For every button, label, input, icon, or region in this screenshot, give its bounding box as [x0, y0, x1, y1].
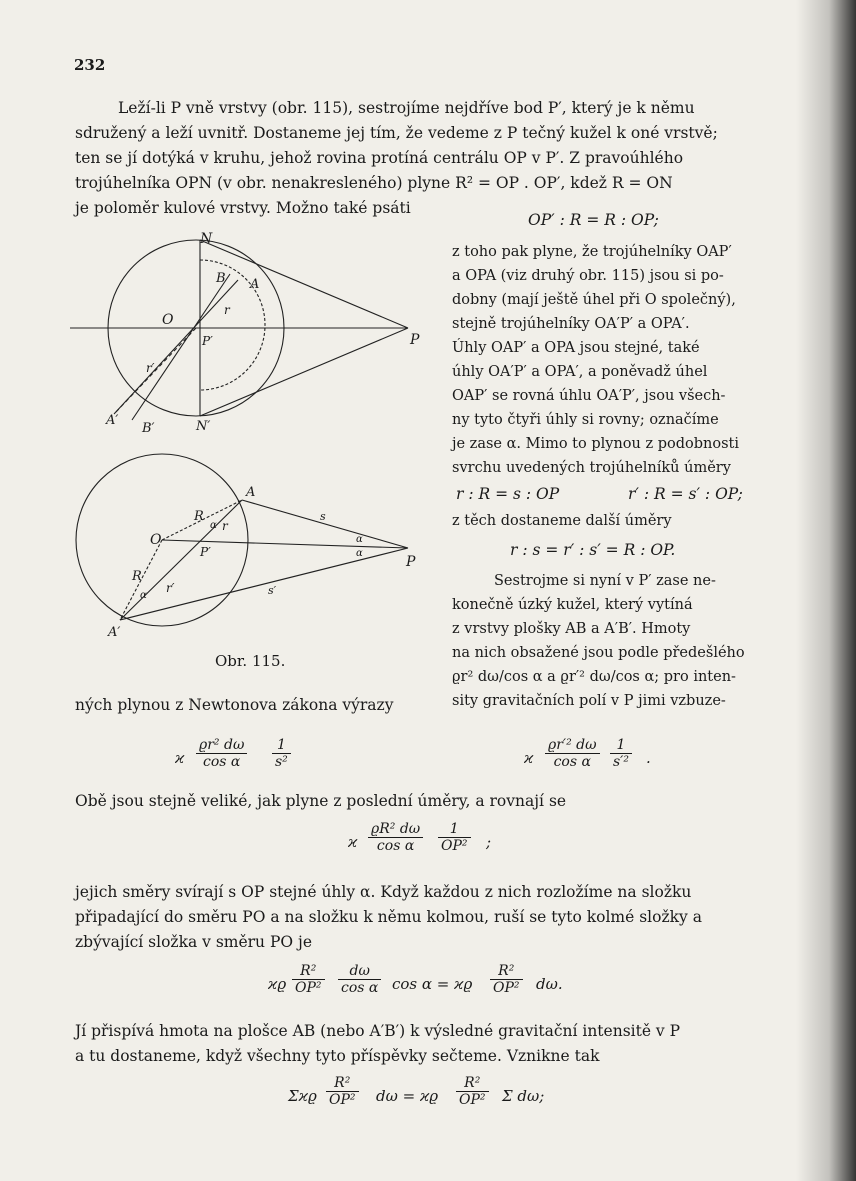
text-line: je poloměr kulové vrstvy. Možno také psáti [75, 199, 411, 217]
equation-opr: OP′ : R = R : OP; [528, 211, 659, 229]
label-alpha: α [140, 590, 147, 601]
label-p: P [410, 332, 420, 348]
fraction [292, 963, 325, 996]
text-line: ten se jí dotýká v kruhu, jehož rovina protíná centrálu OP v P′. Z pravoúhlého [75, 149, 684, 167]
fraction [326, 1075, 359, 1108]
label-b-prime: B′ [142, 421, 155, 436]
denominator: OP² [295, 980, 322, 996]
denominator: cos α [341, 980, 379, 996]
denominator: s′² [613, 754, 629, 770]
text-line: Sestrojme si nyní v P′ zase ne- [494, 573, 716, 589]
figure-115-upper [70, 230, 440, 440]
text-line: ny tyto čtyři úhly si rovny; označíme [452, 412, 719, 428]
text-line: zbývající složka v směru PO je [75, 933, 313, 951]
page-gutter-shadow [796, 0, 856, 1181]
text-line: z toho pak plyne, že trojúhelníky OAP′ [452, 244, 732, 260]
label-a: A [250, 277, 260, 292]
radius-line [114, 328, 196, 414]
label-alpha: α [356, 534, 363, 545]
numerator: 1 [438, 821, 471, 838]
text-line: trojúhelníka OPN (v obr. nenakresleného) plyne R² = OP . OP′, kdež R = ON [75, 174, 673, 192]
denominator: OP² [441, 838, 468, 854]
text-line: a tu dostaneme, když všechny tyto příspěvky sečteme. Vznikne tak [75, 1047, 600, 1065]
text-line: jejich směry svírají s OP stejné úhly α. Když každou z nich rozložíme na složku [75, 883, 692, 901]
denominator: cos α [553, 754, 591, 770]
label-r-prime: r′ [146, 361, 155, 375]
fraction [610, 737, 632, 770]
text-line: dobny (mají ještě úhel při O společný), [452, 292, 736, 308]
equation-end: Σ dω; [502, 1087, 545, 1105]
text-line: sdružený a leží uvnitř. Dostaneme jej tím, že vedeme z P tečný kužel k oné vrstvě; [75, 124, 718, 142]
figure-115-lower [70, 448, 440, 648]
text-line: z těch dostaneme další úměry [452, 513, 672, 529]
line-ap [242, 500, 408, 548]
equation-middle: cos α = ϰϱ [392, 975, 473, 993]
page-number: 232 [74, 56, 106, 74]
text-line: Obě jsou stejně veliké, jak plyne z poslední úměry, a rovnají se [75, 792, 567, 810]
text-line: OAP′ se rovná úhlu OA′P′, jsou všech- [452, 388, 726, 404]
fraction [368, 821, 423, 854]
text-line: a OPA (viz druhý obr. 115) jsou si po- [452, 268, 724, 284]
tangent-line-lower [200, 328, 408, 416]
text-line: konečně úzký kužel, který vytíná [452, 597, 693, 613]
fraction [545, 737, 600, 770]
figure-caption: Obr. 115. [215, 652, 286, 670]
numerator: R² [292, 963, 325, 980]
text-line: sity gravitačních polí v P jimi vzbuze- [452, 693, 726, 709]
text-line: na nich obsažené jsou podle předešlého [452, 645, 745, 661]
label-r-lower: R [132, 569, 142, 584]
label-r: r [222, 519, 228, 533]
tangent-line-upper [200, 240, 408, 328]
line-a-a-prime [120, 500, 242, 620]
equation-end: dω. [536, 975, 563, 993]
text-line: připadající do směru PO a na složku k němu kolmou, ruší se tyto kolmé složky a [75, 908, 702, 926]
label-n-prime: N′ [196, 419, 211, 434]
numerator: ϱR² dω [368, 821, 423, 838]
ratio-3: r : s = r′ : s′ = R : OP. [510, 541, 676, 559]
fraction [438, 821, 471, 854]
label-s-prime: s′ [268, 584, 277, 597]
line-a-prime-p [120, 548, 408, 620]
numerator: R² [326, 1075, 359, 1092]
kappa-symbol: ϰ [175, 749, 185, 767]
numerator: dω [338, 963, 381, 980]
label-o: O [150, 532, 162, 548]
text-line: svrchu uvedených trojúhelníků úměry [452, 460, 731, 476]
ratio-1: r : R = s : OP [456, 485, 560, 503]
label-r-upper: R [194, 509, 204, 524]
kappa-rho: ϰϱ [268, 975, 287, 993]
denominator: OP² [329, 1092, 356, 1108]
punctuation: ; [486, 833, 492, 851]
ratio-2: r′ : R = s′ : OP; [628, 485, 743, 503]
denominator: OP² [493, 980, 520, 996]
label-alpha: α [356, 548, 363, 559]
text-line: Jí přispívá hmota na plošce AB (nebo A′B′) k výsledné gravitační intensitě v P [75, 1022, 681, 1040]
sigma-kappa-rho: Σϰϱ [288, 1087, 317, 1105]
kappa-symbol: ϰ [524, 749, 534, 767]
label-p-prime: P′ [200, 545, 211, 559]
label-p-prime: P′ [202, 334, 213, 348]
numerator: ϱr² dω [196, 737, 247, 754]
text-line: Leží-li P vně vrstvy (obr. 115), sestrojíme nejdříve bod P′, který je k němu [118, 99, 695, 117]
numerator: R² [456, 1075, 489, 1092]
label-r: r [224, 303, 230, 317]
punctuation: . [646, 749, 651, 767]
denominator: s² [275, 754, 288, 770]
numerator: 1 [610, 737, 632, 754]
fraction [456, 1075, 489, 1108]
numerator: R² [490, 963, 523, 980]
label-a: A [246, 485, 256, 500]
label-alpha: α [210, 520, 217, 531]
label-a-prime: A′ [108, 625, 121, 640]
denominator: OP² [459, 1092, 486, 1108]
fraction [272, 737, 291, 770]
label-b: B [216, 271, 226, 286]
text-line: ných plynou z Newtonova zákona výrazy [75, 696, 394, 714]
text-line: stejně trojúhelníky OA′P′ a OPA′. [452, 316, 690, 332]
numerator: 1 [272, 737, 291, 754]
denominator: cos α [203, 754, 241, 770]
cone-line-b [132, 274, 230, 420]
text-line: z vrstvy plošky AB a A′B′. Hmoty [452, 621, 691, 637]
label-o: O [162, 312, 174, 328]
fraction [338, 963, 381, 996]
label-n: N [200, 231, 213, 247]
text-line: Úhly OAP′ a OPA jsou stejné, také [452, 340, 700, 356]
numerator: ϱr′² dω [545, 737, 600, 754]
text-line: je zase α. Mimo to plynou z podobnosti [452, 436, 740, 452]
kappa-symbol: ϰ [348, 833, 358, 851]
central-line-op [162, 540, 408, 548]
label-p: P [406, 554, 416, 570]
text-line: ϱr² dω/cos α a ϱr′² dω/cos α; pro inten- [452, 669, 736, 685]
equation-middle: dω = ϰϱ [376, 1087, 439, 1105]
text-line: úhly OA′P′ a OPA′, a poněvadž úhel [452, 364, 708, 380]
label-a-prime: A′ [106, 413, 119, 428]
fraction [196, 737, 247, 770]
fraction [490, 963, 523, 996]
label-s: s [320, 510, 326, 523]
label-r-prime: r′ [166, 581, 175, 595]
denominator: cos α [376, 838, 415, 854]
